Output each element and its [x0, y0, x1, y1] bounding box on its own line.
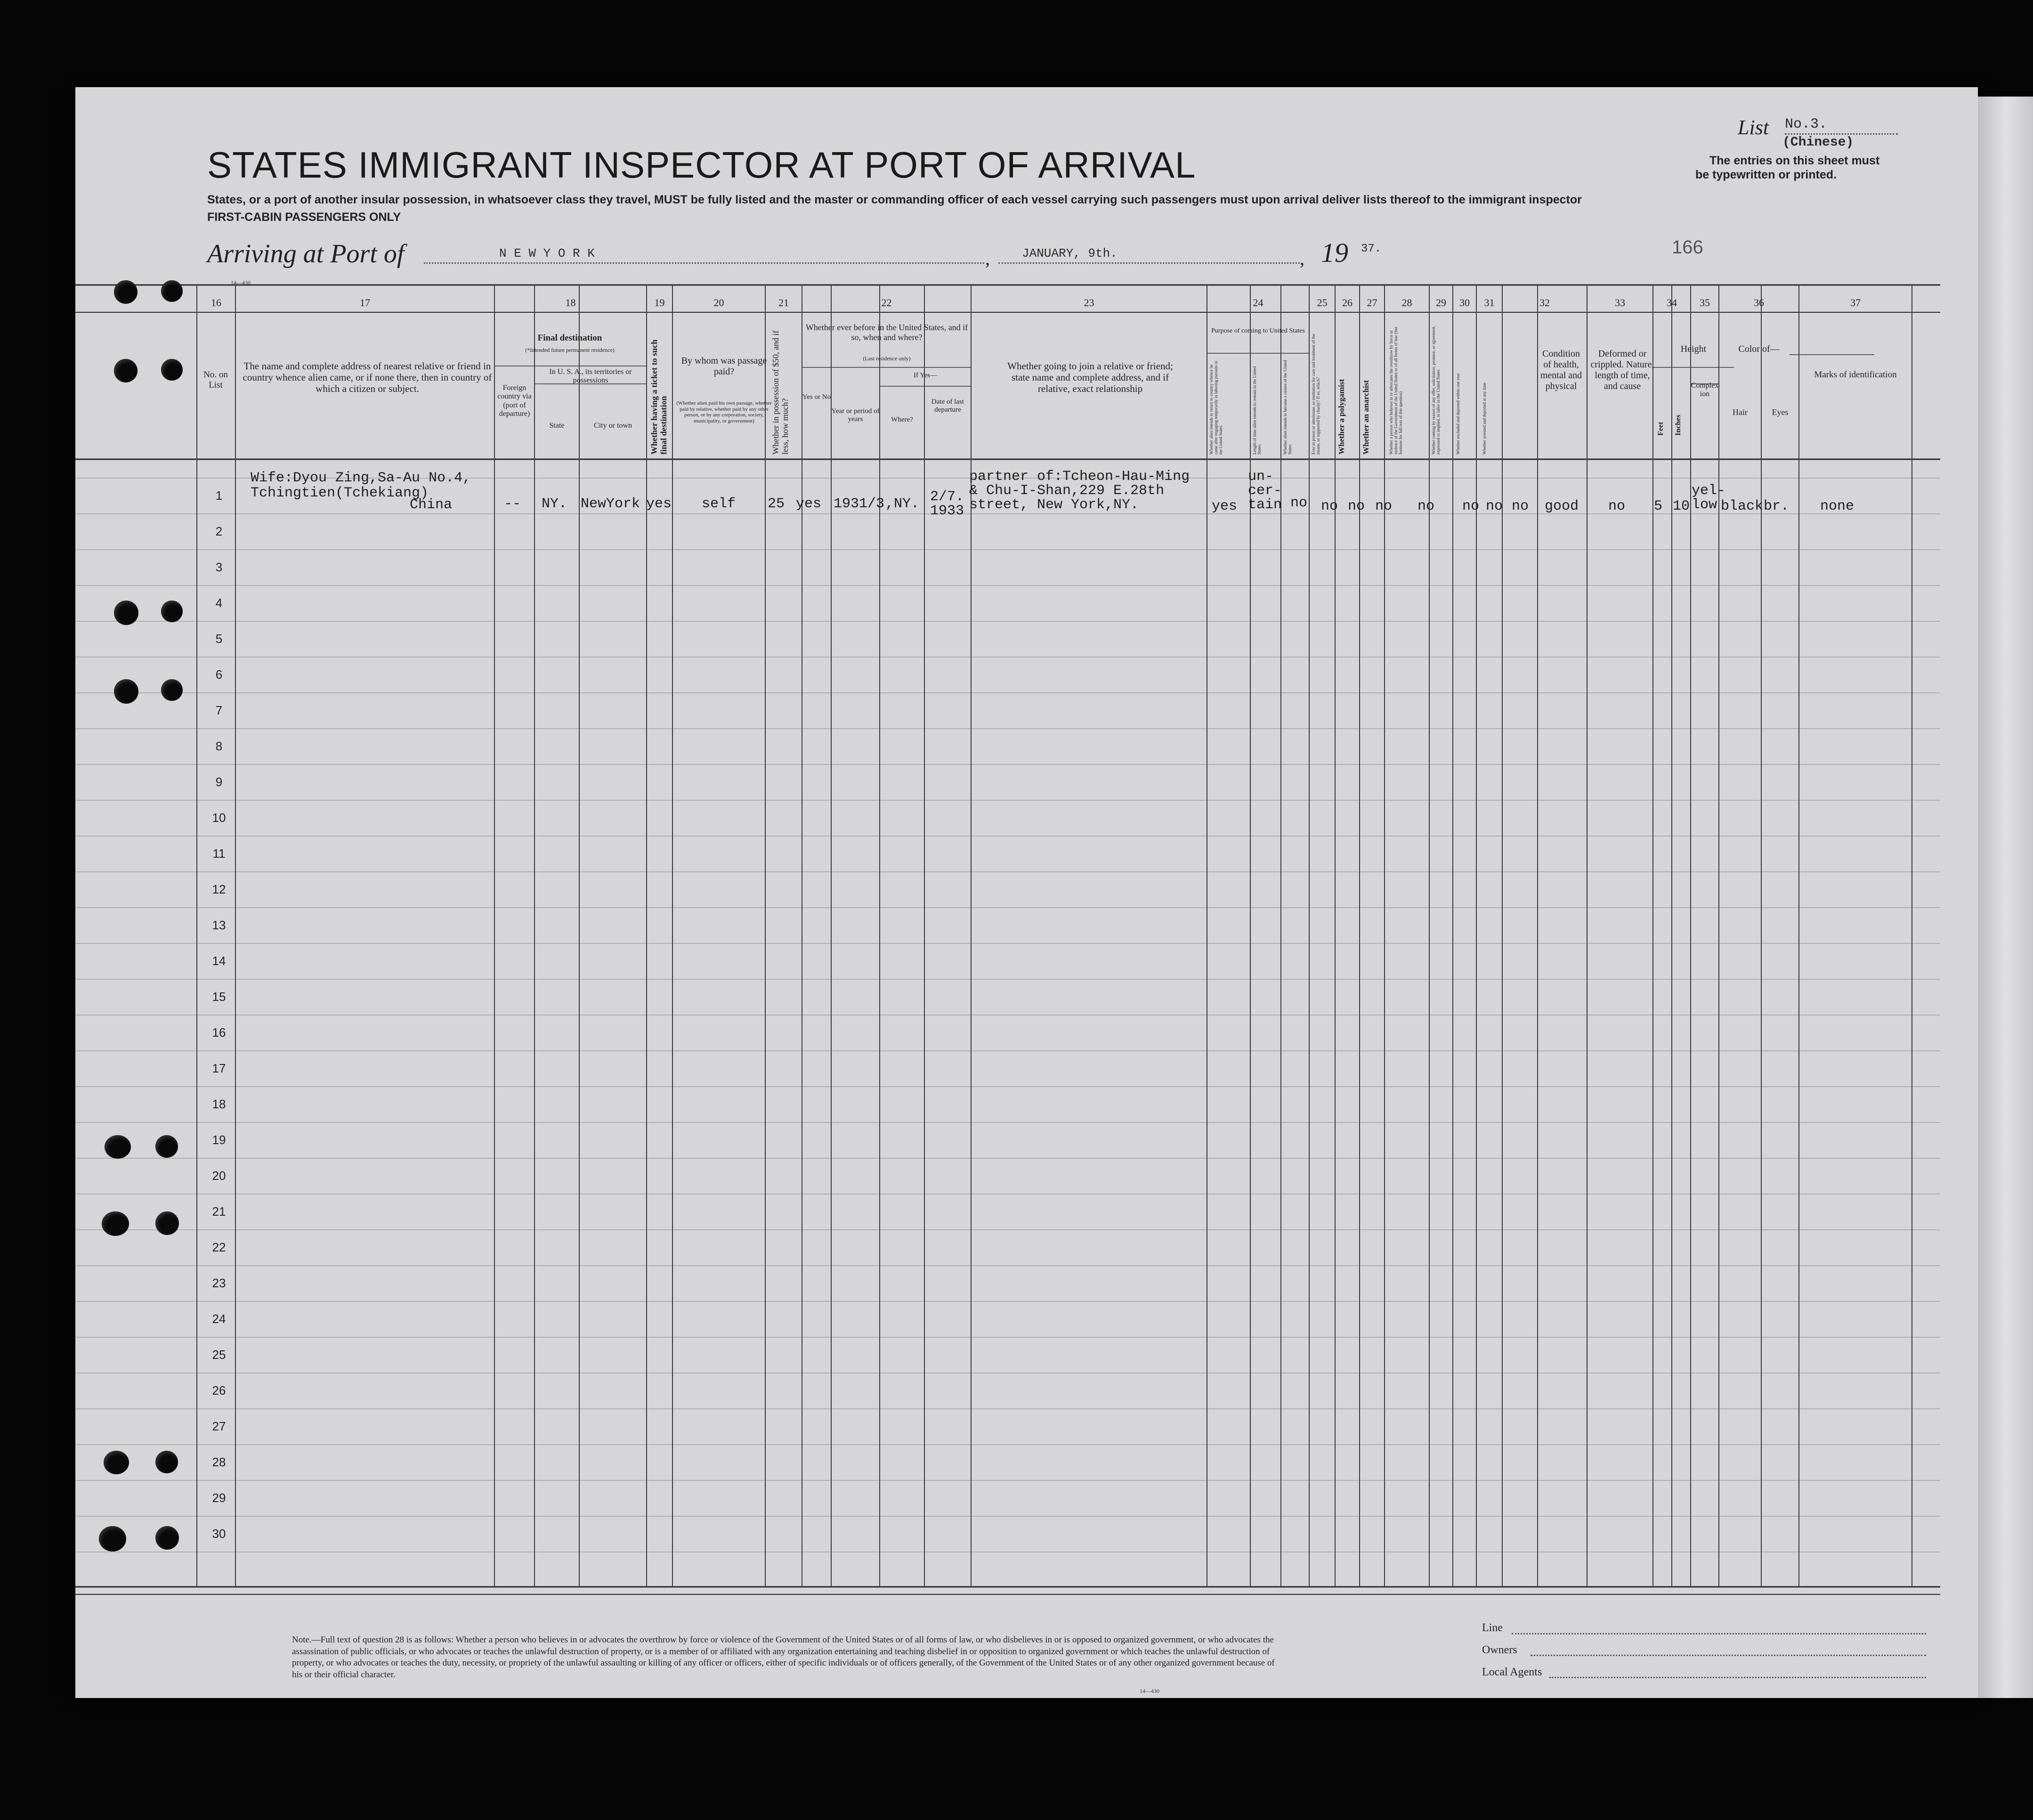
entry-relative-line3: China — [410, 497, 453, 513]
row-number: 25 — [212, 1348, 226, 1362]
row-number: 10 — [212, 811, 226, 825]
row-number: 8 — [215, 739, 223, 753]
entry-relative-line2: Tchingtien(Tchekiang) — [251, 485, 429, 501]
entry-length-2: cer- — [1248, 483, 1282, 499]
column-number: 18 — [565, 297, 576, 309]
footer-line-label: Line — [1482, 1622, 1503, 1634]
footer-owners-rule — [1531, 1655, 1926, 1656]
sheet-edge — [1978, 97, 2033, 1698]
header-height: Height — [1680, 344, 1707, 354]
column-number: 22 — [881, 297, 892, 309]
column-number: 34 — [1667, 297, 1677, 309]
entry-state: NY. — [542, 496, 567, 512]
list-number: No.3. — [1785, 116, 1828, 132]
entry-excluded: no — [1486, 498, 1503, 514]
entry-complexion-2: low — [1692, 497, 1717, 513]
row-number: 9 — [215, 775, 223, 789]
header-yes-no: Yes or No — [802, 393, 831, 401]
header-prison: Ever in prison or almshouse, or institution for care and treatment of the insane, or supported by charity? If so, which? — [1311, 333, 1320, 455]
row-number: 22 — [212, 1240, 226, 1254]
header-in-usa: In U. S. A., its territories or possessions — [549, 368, 632, 385]
entry-paid-by: self — [702, 496, 736, 512]
entry-city: NewYork — [581, 496, 640, 512]
entry-length-3: tain — [1248, 497, 1282, 513]
header-foreign-country: Foreign country via (port of departure) — [497, 384, 532, 418]
row-number: 21 — [212, 1204, 226, 1219]
punch-hole — [114, 280, 138, 304]
header-anarchist: Whether an anarchist — [1361, 380, 1370, 455]
row-number: 13 — [212, 918, 226, 932]
header-money: Whether in possession of $50, and if less, how much? — [771, 330, 790, 455]
entry-years: 1931/3 — [834, 496, 885, 512]
entry-ticket: yes — [646, 496, 672, 512]
list-label: List — [1738, 116, 1769, 139]
page-title: STATES IMMIGRANT INSPECTOR AT PORT OF ARRIVAL — [207, 144, 1196, 186]
port-value: N E W Y O R K — [499, 246, 595, 260]
entry-polygamist: no — [1348, 498, 1365, 514]
header-excluded: Whether excluded and deported within one year — [1456, 373, 1460, 455]
header-before-us-sub: (Last residence only) — [863, 355, 911, 362]
date-value: JANUARY, 9th. — [1022, 246, 1118, 260]
list-nationality: (Chinese) — [1782, 135, 1854, 150]
row-number: 16 — [212, 1025, 226, 1040]
row-number: 24 — [212, 1312, 226, 1326]
entry-prison: no — [1321, 498, 1338, 514]
row-number: 26 — [212, 1383, 226, 1398]
footer-agents-label: Local Agents — [1482, 1666, 1542, 1678]
row-number: 28 — [212, 1455, 226, 1469]
header-last-departure: Date of last departure — [931, 398, 964, 414]
header-ticket: Whether having a ticket to such final destination — [649, 339, 668, 455]
header-final-destination-sub: (*Intended future permanent residence) — [525, 347, 615, 353]
punch-hole — [104, 1451, 129, 1474]
punch-hole — [155, 1526, 179, 1550]
row-number: 27 — [212, 1419, 226, 1433]
column-number: 17 — [360, 297, 370, 309]
header-complexion: Complexion — [1691, 382, 1719, 398]
header-if-yes: If Yes— — [913, 372, 937, 379]
header-arrested: Whether arrested and deported at any time — [1482, 382, 1487, 455]
row-number: 15 — [212, 990, 226, 1004]
entry-overthrow: no — [1417, 498, 1435, 514]
header-health: Condition of health, mental and physical — [1540, 349, 1582, 391]
footer-owners-label: Owners — [1482, 1644, 1517, 1656]
entry-deformed: no — [1608, 498, 1626, 514]
form-code-bottom: 14—430 — [1140, 1688, 1159, 1694]
column-number: 37 — [1850, 297, 1861, 309]
page-number: 166 — [1672, 237, 1703, 258]
header-citizen: Whether alien intends to become a citizen of the United States — [1283, 360, 1292, 455]
entry-arrested: no — [1512, 498, 1529, 514]
header-final-destination: Final destination — [537, 333, 602, 343]
punch-hole — [155, 1211, 179, 1235]
column-number: 31 — [1484, 297, 1495, 309]
entry-marks: none — [1820, 498, 1855, 514]
column-number: 24 — [1253, 297, 1264, 309]
header-relative: The name and complete address of nearest relative or friend in country whence alien came, or if none there, then in country of which a citizen or subject. — [243, 360, 492, 395]
header-deformed: Deformed or crippled. Nature, length of time, and cause — [1590, 349, 1654, 391]
column-number: 30 — [1459, 297, 1470, 309]
row-number: 6 — [215, 667, 223, 682]
punch-hole — [161, 679, 183, 701]
entry-last-departure-2: 1933 — [930, 503, 964, 519]
entry-join-line2: & Chu-I-Shan,229 E.28th — [969, 483, 1165, 499]
column-number: 26 — [1342, 297, 1353, 309]
column-number: 36 — [1754, 297, 1764, 309]
column-number: 33 — [1615, 297, 1625, 309]
list-instruction-2: be typewritten or printed. — [1695, 168, 1837, 181]
entry-inches: 10 — [1673, 498, 1690, 514]
entry-last-departure-1: 2/7. — [930, 489, 964, 505]
entry-money: 25 — [768, 496, 785, 512]
column-number: 28 — [1401, 297, 1412, 309]
arriving-label: Arriving at Port of — [207, 239, 405, 268]
punch-hole — [161, 359, 183, 381]
row-number: 20 — [212, 1169, 226, 1183]
year-suffix: 37. — [1361, 243, 1382, 255]
punch-hole — [99, 1526, 126, 1552]
manifest-sheet — [75, 87, 1978, 1698]
row-number: 19 — [212, 1133, 226, 1147]
entry-eyes: br. — [1764, 498, 1790, 514]
column-number: 21 — [778, 297, 789, 309]
header-eyes: Eyes — [1772, 407, 1789, 417]
footer-line-rule — [1512, 1633, 1926, 1634]
list-instruction-1: The entries on this sheet must — [1709, 154, 1880, 167]
header-feet: Feet — [1657, 422, 1665, 436]
punch-hole — [105, 1135, 131, 1159]
row-number: 1 — [215, 488, 223, 503]
entry-anarchist: no — [1375, 498, 1393, 514]
entry-length-1: un- — [1248, 469, 1274, 485]
row-number: 23 — [212, 1276, 226, 1290]
entry-feet: 5 — [1654, 498, 1663, 514]
form-code-top: 14—430 — [231, 279, 251, 286]
row-number: 5 — [215, 632, 223, 646]
entry-complexion-1: yel- — [1692, 483, 1726, 499]
row-number: 14 — [212, 954, 226, 968]
row-number: 11 — [212, 846, 226, 861]
header-join: Whether going to join a relative or friend; state name and complete address, and if relative, exact relationship — [1007, 360, 1173, 395]
header-state: State — [549, 422, 565, 430]
column-number: 20 — [713, 297, 724, 309]
entry-labor-offer: no — [1462, 498, 1480, 514]
entry-join-line3: street, New York,NY. — [969, 497, 1139, 513]
row-number: 17 — [212, 1061, 226, 1075]
punch-hole — [161, 280, 183, 302]
class-label: FIRST-CABIN PASSENGERS ONLY — [207, 211, 401, 224]
entry-before-us: yes — [796, 496, 822, 512]
row-number: 29 — [212, 1491, 226, 1505]
punch-hole — [161, 601, 183, 622]
header-passage-sub: (Whether alien paid his own passage, whether paid by relative, whether paid by any other person, or by any corporation, society, municipality, or government) — [676, 400, 772, 424]
entry-citizen: no — [1290, 495, 1308, 511]
header-polygamist: Whether a polygamist — [1337, 379, 1346, 455]
table-grid — [75, 87, 1978, 1698]
entry-foreign-port: -- — [504, 496, 521, 512]
punch-hole — [155, 1135, 178, 1158]
punch-hole — [155, 1451, 178, 1473]
entry-hair: black — [1721, 498, 1764, 514]
punch-hole — [114, 679, 138, 704]
entry-health: good — [1545, 498, 1579, 514]
header-year: Year or period of years — [831, 407, 880, 423]
column-number: 16 — [211, 297, 221, 309]
entry-join-line1: partner of:Tcheon-Hau-Ming — [969, 469, 1190, 485]
column-number: 35 — [1700, 297, 1710, 309]
entry-where: ,NY. — [885, 496, 920, 512]
row-number: 7 — [215, 703, 223, 717]
column-number: 27 — [1367, 297, 1377, 309]
row-number: 3 — [215, 560, 223, 574]
header-where: Where? — [891, 416, 913, 423]
entry-return-intent: yes — [1212, 498, 1238, 514]
punch-hole — [114, 601, 138, 625]
footer-agents-rule — [1549, 1677, 1926, 1678]
row-number: 30 — [212, 1527, 226, 1541]
punch-hole — [114, 359, 138, 382]
punch-hole — [102, 1211, 129, 1236]
column-number: 29 — [1436, 297, 1446, 309]
header-color: Color of— — [1738, 344, 1780, 354]
row-number: 18 — [212, 1097, 226, 1111]
header-purpose: Purpose of coming to United States — [1211, 327, 1305, 334]
header-labor-offer: Whether coming by reason of any offer, solicitation, promise, or agreement, expressed or implied, to labor in the United States — [1431, 325, 1441, 455]
header-overthrow: Whether a person who believes in or advocates the overthrow by force or violence of the Government of the United States or of all forms of law (See footnote for full text of this question) — [1389, 326, 1403, 455]
header-passage: By whom was passage paid? — [681, 356, 767, 377]
row-number: 12 — [212, 882, 226, 896]
row-number: 2 — [215, 524, 223, 538]
header-inches: Inches — [1674, 414, 1682, 436]
header-marks: Marks of identification — [1814, 370, 1897, 380]
row-number: 4 — [215, 596, 223, 610]
header-before-us: Whether ever before in the United States, and if so, when and where? — [805, 323, 968, 342]
entry-relative-line1: Wife:Dyou Zing,Sa-Au No.4, — [251, 470, 471, 486]
column-number: 19 — [654, 297, 665, 309]
header-return-intent: Whether alien intends to return to country whence he came after engaging temporarily in laboring pursuits in the United States — [1209, 361, 1223, 455]
year-prefix: 19 — [1321, 237, 1348, 268]
footnote: Note.—Full text of question 28 is as follows: Whether a person who believes in or advocates the overthrow by force or violence of the Government of the United States or of all forms of law, or who disbelieves in or is opposed to organized government, or who advocates the assassination of public officials, or who advocates or teaches the unlawful destruction of property, or is a member of or affiliated with any organization entertaining and teaching disbelief in or opposition to organized government or which teaches the unlawful destruction of property, or who advocates or teaches the duty, necessity, or propriety of the unlawful assaulting or killing of any officer or officers, either of specific individuals or of officers generally, of the Government of the United States or of any other organized government because of his or their official character. — [292, 1635, 1275, 1680]
column-number: 32 — [1539, 297, 1550, 309]
header-length: Length of time alien intends to remain in the United States — [1252, 366, 1262, 455]
intro-text: States, or a port of another insular possession, in whatsoever class they travel, MUST be fully listed and the master or commanding officer of each vessel carrying such passengers must upon arrival deliver lists thereof to the immigrant inspector — [207, 193, 1582, 206]
comma-2: , — [1300, 248, 1304, 269]
comma-1: , — [985, 248, 990, 269]
header-city: City or town — [594, 422, 632, 430]
header-hair: Hair — [1733, 407, 1748, 417]
column-number: 25 — [1317, 297, 1328, 309]
column-number: 23 — [1084, 297, 1094, 309]
header-no-on-list: No. on List — [203, 370, 228, 390]
